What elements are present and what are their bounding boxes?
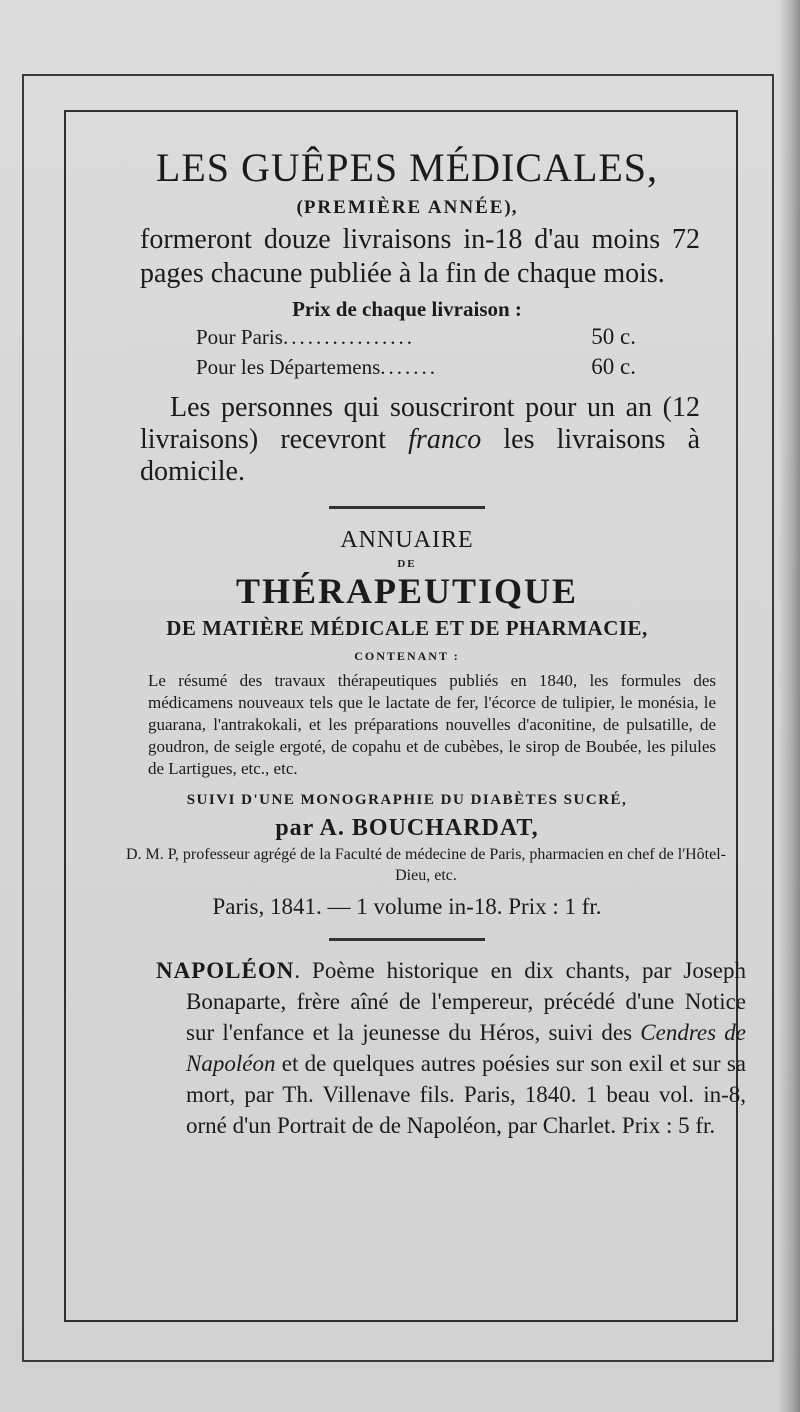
- guepes-title: LES GUÊPES MÉDICALES,: [155, 145, 659, 190]
- prix-heading: Prix de chaque livraison :: [292, 297, 522, 321]
- divider-rule: [329, 938, 485, 941]
- advertisement-content: [96, 126, 746, 1306]
- annuaire-suivi: SUIVI D'UNE MONOGRAPHIE DU DIABÈTES SUCRÉ,: [186, 792, 628, 808]
- guepes-subtitle-text: PREMIÈRE ANNÉE: [303, 197, 505, 218]
- paren-close: ),: [504, 197, 518, 218]
- subscription-after: les livraisons à domicile.: [140, 424, 700, 487]
- price-leader: .......: [380, 355, 439, 379]
- annuaire-word: ANNUAIRE: [340, 527, 474, 553]
- price-leader: ................: [282, 325, 415, 349]
- napoleon-head: NAPOLÉON: [156, 958, 295, 983]
- divider-rule: [329, 506, 485, 509]
- contenant-label: CONTENANT :: [354, 649, 460, 663]
- napoleon-entry: [156, 955, 746, 1141]
- price-label: Pour les Départemens: [196, 355, 381, 379]
- price-row-departemens: [196, 352, 636, 382]
- guepes-subtitle: [96, 197, 718, 219]
- page-edge-shadow: [778, 0, 800, 1412]
- annuaire-de: DE: [397, 558, 417, 570]
- napoleon-italic: Cendres de Napoléon: [186, 1020, 746, 1076]
- annuaire-title: THÉRAPEUTIQUE: [235, 571, 579, 611]
- paren-open: (: [296, 197, 304, 218]
- napoleon-text-1: . Poème historique en dix chants, par Joseph Bonaparte, frère aîné de l'empereur, précédé d'une Notice sur l'enfance et la jeunesse du Héros, suivi des: [186, 958, 746, 1045]
- guepes-description: formeront douze livraisons in-18 d'au moins 72 pages chacune publiée à la fin de chaque mois.: [140, 224, 700, 289]
- napoleon-text-2: et de quelques autres poésies sur son exil et sur sa mort, par Th. Villenave fils. Paris, 1840. 1 beau vol. in-8, orné d'un Portrait de de Napoléon, par Charlet. Prix : 5 fr.: [186, 1051, 746, 1138]
- subscription-before: Les personnes qui souscriront pour un an (12 livraisons) recevront: [140, 392, 700, 455]
- annuaire-publication: Paris, 1841. — 1 volume in-18. Prix : 1 fr.: [212, 894, 602, 919]
- annuaire-author: par A. BOUCHARDAT,: [275, 815, 539, 841]
- price-row-paris: [196, 322, 636, 352]
- author-credentials: D. M. P, professeur agrégé de la Faculté de médecine de Paris, pharmacien en chef de l'Hôtel-Dieu, etc.: [126, 846, 726, 884]
- annuaire-resume: Le résumé des travaux thérapeutiques publiés en 1840, les formules des médicamens nouveaux tels que le lactate de fer, l'écorce de tulipier, le monésia, le guarana, l'antrakokali, et les préparations nouvelles d'aconitine, de pulsatille, de goudron, de seigle ergoté, de copahu et de cubèbes, le sirop de Boubée, les pilules de Lartigues, etc., etc.: [148, 671, 716, 778]
- price-amount: 60 c.: [591, 354, 636, 379]
- price-label: Pour Paris: [196, 325, 283, 349]
- annuaire-subtitle: DE MATIÈRE MÉDICALE ET DE PHARMACIE,: [166, 616, 648, 640]
- subscription-italic: franco: [408, 424, 482, 455]
- price-amount: 50 c.: [591, 324, 636, 349]
- subscription-text: [140, 392, 700, 488]
